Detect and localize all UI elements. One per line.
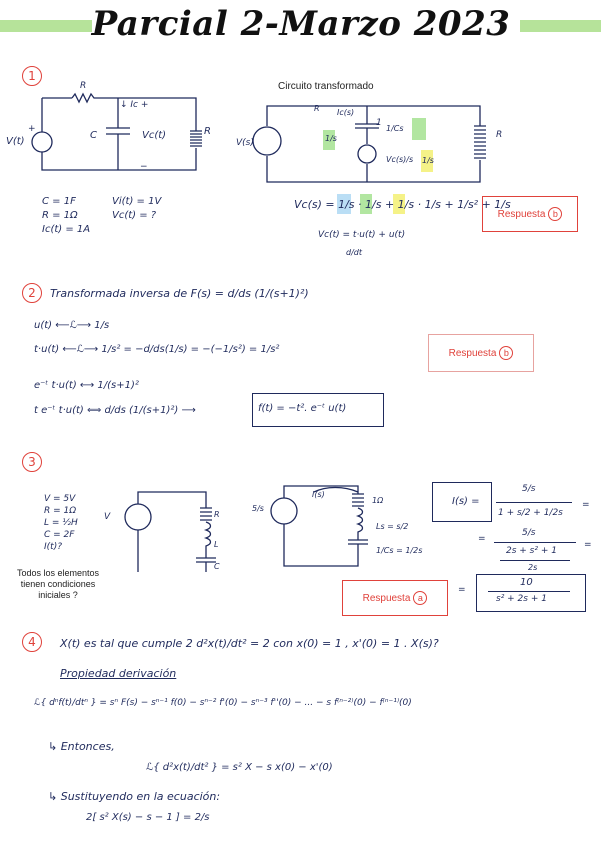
c3t-label-ls: Ls = s/2 bbox=[376, 522, 409, 531]
c3t-label-vs: 5/s bbox=[252, 504, 264, 513]
circuit-3-diagram bbox=[110, 488, 230, 578]
answer-label-1: Respuesta bbox=[497, 208, 546, 220]
p1-given-3: Ic(t) = 1A bbox=[42, 224, 91, 235]
p3-given-4: C = 2F bbox=[44, 530, 75, 540]
p1-given-1: C = 1F bbox=[42, 196, 76, 207]
p3-eq-lhs: I(s) = bbox=[452, 496, 480, 507]
c1t-label-frac3: Vc(s)/s bbox=[386, 155, 414, 164]
answer-box-2 bbox=[428, 334, 534, 372]
c1t-label-frac4: 1/s bbox=[422, 156, 434, 165]
c1t-label-frac2: 1/s bbox=[325, 134, 337, 143]
p3-given-5: I(t)? bbox=[44, 542, 62, 552]
header-bar-left bbox=[0, 20, 92, 32]
transformed-circuit-title: Circuito transformado bbox=[278, 81, 374, 92]
c1-label-ic: ↓ Ic + bbox=[120, 100, 149, 110]
p3-frac-a-num: 5/s bbox=[522, 484, 536, 494]
c1-label-plus: + bbox=[28, 124, 36, 134]
p4-step-2-eq: 2[ s² X(s) − s − 1 ] = 2/s bbox=[86, 812, 210, 823]
c1t-label-r: R bbox=[314, 104, 320, 113]
p4-property-eq: ℒ{ dⁿf(t)/dtⁿ } = sⁿ F(s) − sⁿ⁻¹ f(0) − sⁿ⁻² f'(0) − sⁿ⁻³ f''(0) − ... − s f⁽ⁿ⁻²⁾(0) − f⁽ⁿ⁻¹⁾(0) bbox=[34, 698, 412, 708]
p4-property-title: Propiedad derivación bbox=[60, 667, 177, 680]
p4-step-1-eq: ℒ{ d²x(t)/dt² } = s² X − s x(0) − x'(0) bbox=[146, 762, 333, 773]
answer-box-3 bbox=[342, 580, 448, 616]
problem-number-3: 3 bbox=[22, 452, 42, 472]
p2-boxed-result: f(t) = −t². e⁻ᵗ u(t) bbox=[258, 403, 347, 414]
p3-note bbox=[12, 568, 104, 601]
p3-eq-sign-3: = bbox=[584, 540, 592, 550]
p3-frac-b-num: 5/s bbox=[522, 528, 536, 538]
p1-given-5: Vc(t) = ? bbox=[112, 210, 157, 221]
problem-number-2: 2 bbox=[22, 283, 42, 303]
p3-given-1: V = 5V bbox=[44, 494, 76, 504]
p3-frac-b-line-1 bbox=[494, 542, 576, 543]
highlight-green-2 bbox=[412, 118, 426, 140]
p1-given-2: R = 1Ω bbox=[42, 210, 78, 221]
p2-line-2: t·u(t) ⟵ℒ⟶ 1/s² = −d/ds(1/s) = −(−1/s²) = 1/s² bbox=[34, 344, 280, 355]
problem-number-4: 4 bbox=[22, 632, 42, 652]
c1t-label-a: 1 bbox=[376, 118, 382, 128]
c1t-label-frac1: 1/Cs bbox=[386, 124, 404, 133]
p3-eq-sign-2: = bbox=[478, 534, 486, 544]
answer-letter-3: a bbox=[413, 591, 427, 605]
p3-frac-b-den: 2s + s² + 1 bbox=[506, 546, 557, 556]
p1-given-4: Vi(t) = 1V bbox=[112, 196, 162, 207]
c1-label-vc: Vc(t) bbox=[142, 130, 167, 141]
p3-frac-b-line-2 bbox=[500, 560, 570, 561]
c1-label-v: V(t) bbox=[6, 136, 25, 147]
c3-label-c: C bbox=[214, 562, 220, 571]
p2-line-1: u(t) ⟵ℒ⟶ 1/s bbox=[34, 320, 110, 331]
c1t-label-vs: V(s) bbox=[236, 138, 254, 148]
p3-final-line bbox=[488, 591, 570, 592]
answer-letter-1: b bbox=[548, 207, 562, 221]
p2-line-3: e⁻ᵗ t·u(t) ⟷ 1/(s+1)² bbox=[34, 380, 139, 391]
c1-label-r2: R bbox=[204, 126, 211, 137]
p4-step-2: ↳ Sustituyendo en la ecuación: bbox=[48, 790, 221, 803]
c1-label-r: R bbox=[80, 81, 87, 91]
header-bar-right bbox=[520, 20, 601, 32]
problem-number-1: 1 bbox=[22, 66, 42, 86]
c3t-label-cs: 1/Cs = 1/2s bbox=[376, 546, 423, 555]
p3-frac-b-den2: 2s bbox=[528, 563, 538, 572]
c3t-label-is: I(s) bbox=[312, 490, 325, 499]
p3-given-3: L = ½H bbox=[44, 518, 78, 528]
p1-eq-2: Vc(t) = t·u(t) + u(t) bbox=[318, 230, 406, 240]
c1t-label-right-r: R bbox=[496, 130, 503, 140]
c3-label-l: L bbox=[214, 540, 219, 549]
answer-label-3: Respuesta bbox=[362, 592, 411, 604]
p3-eq-sign-1: = bbox=[582, 500, 590, 510]
c3-label-r: R bbox=[214, 510, 220, 519]
p3-final-num: 10 bbox=[520, 577, 533, 588]
p3-note-text: Todos los elementos tienen condiciones iniciales ? bbox=[16, 568, 100, 600]
p3-frac-a-line bbox=[496, 502, 572, 503]
p3-eq-sign-4: = bbox=[458, 585, 466, 595]
c3t-label-r1: 1Ω bbox=[372, 496, 384, 505]
c1-label-minus: − bbox=[140, 162, 148, 172]
p3-given-2: R = 1Ω bbox=[44, 506, 77, 516]
answer-box-1 bbox=[482, 196, 578, 232]
p4-statement: X(t) es tal que cumple 2 d²x(t)/dt² = 2 con x(0) = 1 , x'(0) = 1 . X(s)? bbox=[60, 637, 439, 650]
p1-eq-3: d/dt bbox=[346, 248, 362, 257]
c1-label-c: C bbox=[90, 130, 97, 141]
page-title: Parcial 2-Marzo 2023 bbox=[91, 4, 511, 44]
p3-final-den: s² + 2s + 1 bbox=[496, 594, 547, 604]
p1-eq-1: Vc(s) = 1/s · 1/s + 1/s · 1/s + 1/s² + 1/s bbox=[294, 198, 511, 211]
p2-line-4: t e⁻ᵗ t·u(t) ⟺ d/ds (1/(s+1)²) ⟶ bbox=[34, 405, 196, 416]
c3-label-v: V bbox=[104, 512, 111, 522]
circuit-1-transformed-diagram bbox=[255, 100, 495, 190]
p3-frac-a-den: 1 + s/2 + 1/2s bbox=[498, 508, 563, 518]
c1t-label-i: Ic(s) bbox=[337, 108, 355, 117]
answer-letter-2: b bbox=[499, 346, 513, 360]
p4-step-1: ↳ Entonces, bbox=[48, 740, 115, 753]
answer-label-2: Respuesta bbox=[448, 347, 497, 359]
p2-statement: Transformada inversa de F(s) = d/ds (1/(s+1)²) bbox=[50, 287, 309, 300]
